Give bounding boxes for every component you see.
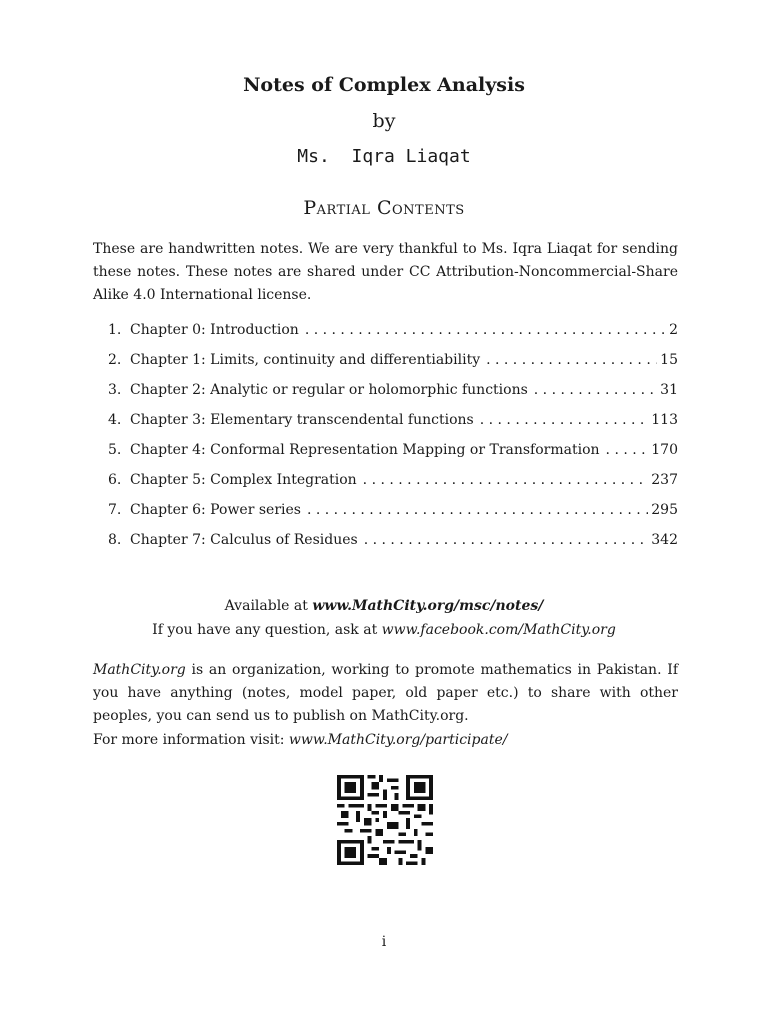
toc-leader-dots xyxy=(486,350,657,370)
toc-leader-dots xyxy=(534,380,657,400)
more-info-line xyxy=(93,729,678,752)
toc-item-page: 295 xyxy=(651,502,678,518)
toc-item-number: 4. xyxy=(108,412,122,428)
qr-code-icon[interactable] xyxy=(337,775,433,865)
toc-item-page: 2 xyxy=(669,322,678,338)
question-line xyxy=(0,622,768,638)
toc-leader-dots xyxy=(305,320,666,340)
more-info-prefix: For more information visit: xyxy=(93,732,285,748)
toc-item-page: 170 xyxy=(651,442,678,458)
toc-leader-dots xyxy=(364,530,649,550)
toc-item-number: 3. xyxy=(108,382,122,398)
toc-item[interactable] xyxy=(108,320,678,350)
page-number: i xyxy=(381,934,387,950)
toc-item-page: 237 xyxy=(651,472,678,488)
document-title: Notes of Complex Analysis xyxy=(243,74,525,96)
toc-item-label: Chapter 3: Elementary transcendental functions xyxy=(130,412,474,428)
toc-item-label: Chapter 2: Analytic or regular or holomorphic functions xyxy=(130,382,528,398)
about-text: is an organization, working to promote mathematics in Pakistan. If you have anything (notes, model paper, old paper etc.) to share with other peoples, you can send us to publish on MathCity.org. xyxy=(93,662,678,724)
toc-item-label: Chapter 6: Power series xyxy=(130,502,301,518)
toc-item[interactable] xyxy=(108,350,678,380)
toc-item-label: Chapter 7: Calculus of Residues xyxy=(130,532,358,548)
toc-item-label: Chapter 0: Introduction xyxy=(130,322,299,338)
toc-leader-dots xyxy=(363,470,649,490)
about-paragraph xyxy=(93,659,678,728)
toc-item[interactable] xyxy=(108,380,678,410)
toc-item-number: 8. xyxy=(108,532,122,548)
toc-item-page: 15 xyxy=(660,352,678,368)
availability-line xyxy=(0,598,768,614)
notes-link[interactable]: www.MathCity.org/msc/notes/ xyxy=(312,598,544,614)
toc-item-label: Chapter 5: Complex Integration xyxy=(130,472,357,488)
by-line: by xyxy=(372,110,396,132)
toc-leader-dots xyxy=(307,500,648,520)
contents-heading: Partial Contents xyxy=(303,197,465,219)
toc-item-label: Chapter 4: Conformal Representation Mapping or Transformation xyxy=(130,442,600,458)
mathcity-link[interactable]: MathCity.org xyxy=(93,662,186,678)
toc-item-number: 7. xyxy=(108,502,122,518)
toc-item[interactable] xyxy=(108,530,678,560)
toc-leader-dots xyxy=(606,440,649,460)
toc-item-page: 342 xyxy=(651,532,678,548)
toc-leader-dots xyxy=(480,410,649,430)
question-prefix: If you have any question, ask at xyxy=(152,622,378,638)
participate-link[interactable]: www.MathCity.org/participate/ xyxy=(288,732,508,748)
toc-item-page: 113 xyxy=(651,412,678,428)
toc-item-page: 31 xyxy=(660,382,678,398)
author-name: Ms. Iqra Liaqat xyxy=(297,146,471,167)
toc-item-number: 2. xyxy=(108,352,122,368)
toc-item[interactable] xyxy=(108,410,678,440)
availability-prefix: Available at xyxy=(224,598,308,614)
toc-item[interactable] xyxy=(108,500,678,530)
toc-item-number: 6. xyxy=(108,472,122,488)
intro-paragraph: These are handwritten notes. We are very thankful to Ms. Iqra Liaqat for sending these notes. These notes are shared under CC Attribution-Noncommercial-Share Alike 4.0 International license. xyxy=(93,241,678,303)
toc-item[interactable] xyxy=(108,470,678,500)
table-of-contents xyxy=(108,320,678,560)
toc-item[interactable] xyxy=(108,440,678,470)
toc-item-number: 1. xyxy=(108,322,122,338)
toc-item-label: Chapter 1: Limits, continuity and differentiability xyxy=(130,352,481,368)
facebook-link[interactable]: www.facebook.com/MathCity.org xyxy=(381,622,616,638)
toc-item-number: 5. xyxy=(108,442,122,458)
